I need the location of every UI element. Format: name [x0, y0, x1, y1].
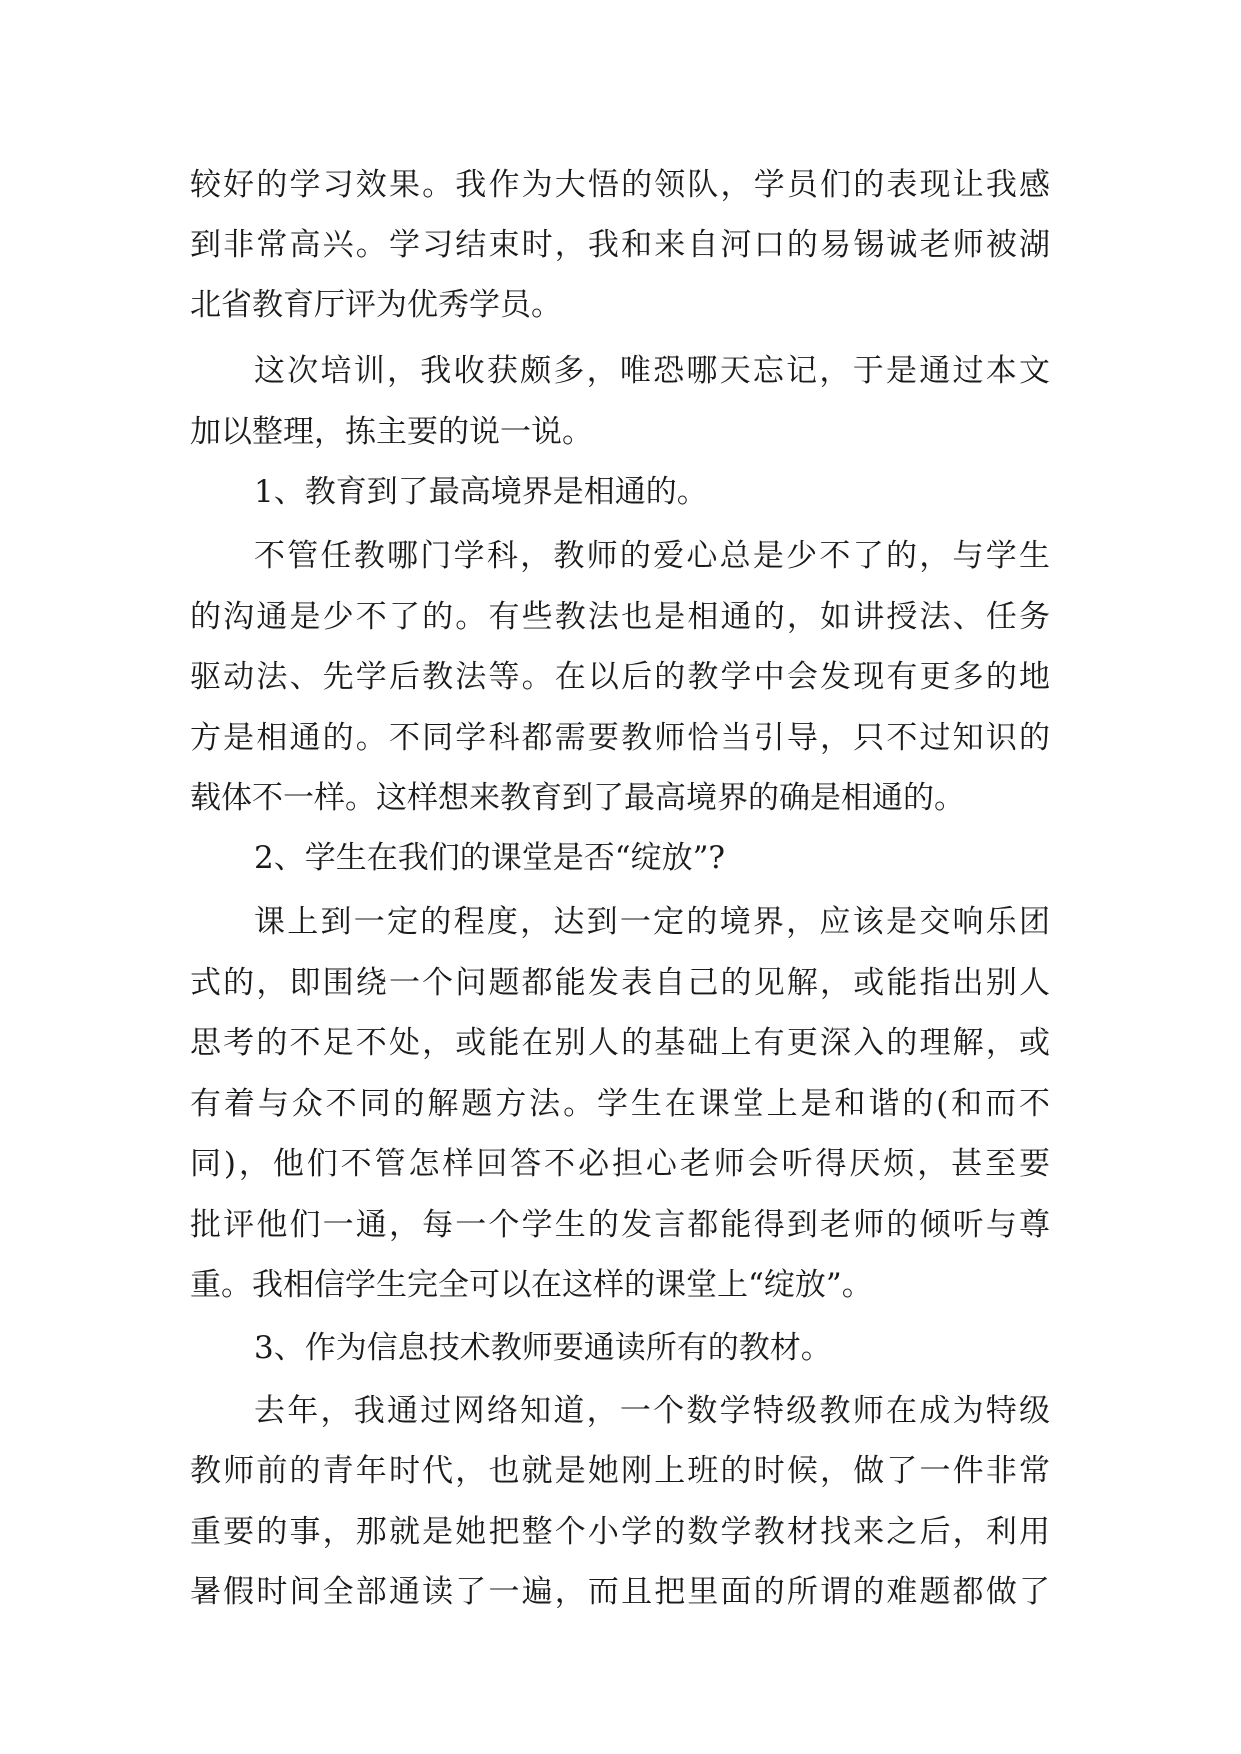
text-line: 加以整理，拣主要的说一说。: [190, 414, 593, 450]
text-line: 式的，即围绕一个问题都能发表自己的见解，或能指出别人: [190, 965, 1050, 1001]
section-heading: 2、学生在我们的课堂是否“绽放”?: [254, 840, 726, 876]
text-line: 到非常高兴。学习结束时，我和来自河口的易锡诚老师被湖: [190, 227, 1050, 263]
text-line: 重。我相信学生完全可以在这样的课堂上“绽放”。: [190, 1267, 873, 1303]
text-line: 思考的不足不处，或能在别人的基础上有更深入的理解，或: [190, 1025, 1050, 1061]
section-heading: 3、作为信息技术教师要通读所有的教材。: [254, 1330, 832, 1366]
text-line: 同)，他们不管怎样回答不必担心老师会听得厌烦，甚至要: [190, 1146, 1050, 1182]
text-line: 有着与众不同的解题方法。学生在课堂上是和谐的(和而不: [190, 1086, 1050, 1122]
text-line: 暑假时间全部通读了一遍，而且把里面的所谓的难题都做了: [190, 1574, 1050, 1610]
text-line: 去年，我通过网络知道，一个数学特级教师在成为特级: [254, 1393, 1050, 1429]
text-line: 较好的学习效果。我作为大悟的领队，学员们的表现让我感: [190, 167, 1050, 203]
text-line: 不管任教哪门学科，教师的爱心总是少不了的，与学生: [254, 538, 1050, 574]
text-line: 方是相通的。不同学科都需要教师恰当引导，只不过知识的: [190, 720, 1050, 756]
text-line: 批评他们一通，每一个学生的发言都能得到老师的倾听与尊: [190, 1207, 1050, 1243]
text-line: 教师前的青年时代，也就是她刚上班的时候，做了一件非常: [190, 1453, 1050, 1489]
text-line: 驱动法、先学后教法等。在以后的教学中会发现有更多的地: [190, 659, 1050, 695]
section-heading: 1、教育到了最高境界是相通的。: [254, 474, 708, 510]
text-line: 课上到一定的程度，达到一定的境界，应该是交响乐团: [254, 904, 1050, 940]
text-line: 这次培训，我收获颇多，唯恐哪天忘记，于是通过本文: [254, 353, 1050, 389]
text-line: 北省教育厅评为优秀学员。: [190, 287, 562, 323]
text-line: 载体不一样。这样想来教育到了最高境界的确是相通的。: [190, 780, 965, 816]
text-line: 的沟通是少不了的。有些教法也是相通的，如讲授法、任务: [190, 599, 1050, 635]
text-line: 重要的事，那就是她把整个小学的数学教材找来之后，利用: [190, 1514, 1050, 1550]
